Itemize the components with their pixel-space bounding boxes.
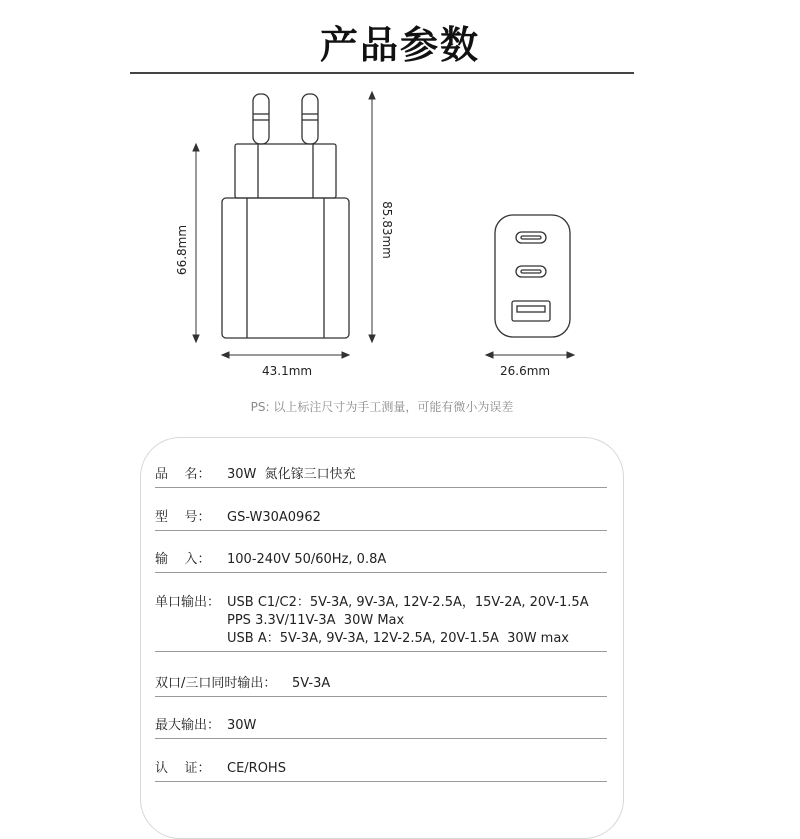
plug-pin-right-icon: [302, 94, 318, 144]
spec-row: [155, 760, 607, 782]
spec-row: [155, 551, 607, 573]
dimension-height-body: 66.8mm: [175, 224, 189, 276]
page-title: 产品参数: [319, 23, 480, 67]
plug-pin-left-icon: [253, 94, 269, 144]
spec-value: 5V-3A: [292, 676, 331, 691]
spec-value: 100-240V 50/60Hz, 0.8A: [227, 552, 387, 567]
spec-value: USB A：5V-3A, 9V-3A, 12V-2.5A, 20V-1.5A 30W max: [227, 631, 569, 646]
spec-row: [155, 717, 607, 739]
spec-label: 认 证：: [155, 761, 211, 776]
dimension-depth: 26.6mm: [500, 364, 551, 378]
spec-value: USB C1/C2：5V-3A, 9V-3A, 12V-2.5A，15V-2A, 20V-1.5A: [227, 595, 589, 610]
spec-label: 品 名：: [155, 467, 211, 482]
spec-label: 双口/三口同时输出：: [155, 676, 277, 691]
dimension-width: 43.1mm: [262, 364, 313, 378]
spec-label: 型 号：: [155, 510, 211, 525]
spec-row: [155, 466, 607, 488]
spec-value: PPS 3.3V/11V-3A 30W Max: [227, 613, 405, 628]
spec-label: 单口输出：: [155, 595, 221, 610]
spec-value: 30W: [227, 718, 257, 733]
charger-body-shape: [222, 198, 349, 338]
plug-base-shape: [235, 144, 336, 198]
spec-row: [155, 594, 607, 652]
measurement-note: PS: 以上标注尺寸为手工测量，可能有微小为误差: [250, 400, 514, 414]
spec-row: [155, 675, 607, 697]
dimension-height-total: 85.83mm: [380, 201, 394, 259]
usb-a-port-icon: [512, 301, 550, 321]
spec-value: 30W 氮化镓三口快充: [227, 467, 356, 482]
spec-value: CE/ROHS: [227, 761, 286, 776]
charger-front-shape: [495, 215, 570, 337]
spec-label: 最大输出：: [155, 718, 221, 733]
spec-row: [155, 509, 607, 531]
spec-value: GS-W30A0962: [227, 510, 321, 525]
spec-label: 输 入：: [155, 552, 211, 567]
